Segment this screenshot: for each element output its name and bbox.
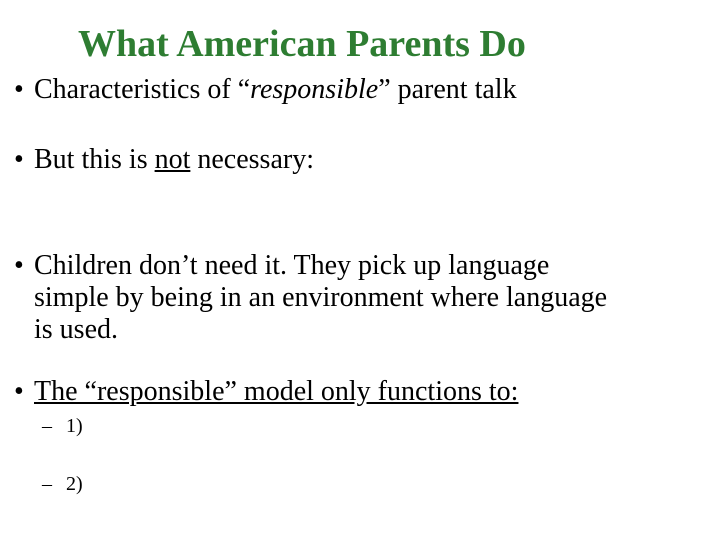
bullet-text-part: Characteristics of “ — [34, 74, 251, 105]
bullet-text — [34, 250, 607, 346]
bullet-line: simple by being in an environment where language — [34, 282, 608, 313]
bullet-text-underlined: not — [154, 144, 191, 175]
sub-item-dash: – — [42, 415, 52, 437]
bullet-text-part: ” parent talk — [378, 74, 517, 105]
sub-item-label: 2) — [66, 473, 83, 495]
bullet-line: Children don’t need it. They pick up language — [34, 250, 550, 281]
bullet-text: The “responsible” model only functions to: — [34, 376, 519, 407]
slide-title: What American Parents Do — [78, 23, 526, 65]
sub-item-label: 1) — [66, 415, 83, 437]
bullet-marker: • — [14, 144, 24, 175]
bullet-text — [34, 144, 314, 176]
bullet-text — [34, 74, 517, 106]
sub-item-dash: – — [42, 473, 52, 495]
bullet-text-italic: responsible — [250, 74, 379, 105]
bullet-marker: • — [14, 250, 24, 281]
bullet-marker: • — [14, 376, 24, 407]
bullet-marker: • — [14, 74, 24, 105]
bullet-text-part: But this is — [34, 144, 155, 175]
bullet-line: is used. — [34, 314, 118, 345]
bullet-text-part: necessary: — [190, 144, 314, 175]
